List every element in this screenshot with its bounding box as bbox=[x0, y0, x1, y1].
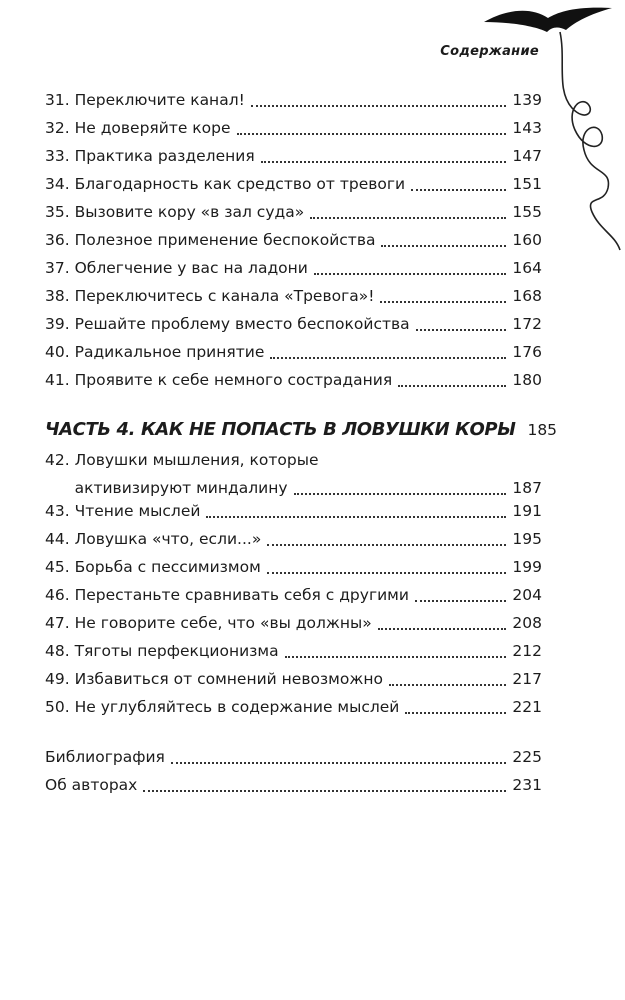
dot-leader bbox=[237, 133, 507, 135]
dot-leader bbox=[143, 790, 506, 792]
page-number: 160 bbox=[512, 231, 542, 249]
toc-entry[interactable] bbox=[45, 581, 542, 609]
dot-leader bbox=[405, 712, 506, 714]
entry-number: 50. bbox=[45, 698, 70, 716]
page-number: 172 bbox=[512, 315, 542, 333]
entry-number: 42. bbox=[45, 451, 70, 469]
dot-leader bbox=[314, 273, 507, 275]
toc-section-b bbox=[45, 497, 542, 721]
toc-entry[interactable] bbox=[45, 338, 542, 366]
toc-entry[interactable] bbox=[45, 170, 542, 198]
page-number: 225 bbox=[512, 748, 542, 766]
part-heading-row[interactable] bbox=[45, 414, 558, 446]
entry-title: Переключитесь с канала «Тревога»! bbox=[74, 287, 375, 305]
toc-section-a bbox=[45, 86, 542, 394]
toc-entry[interactable] bbox=[45, 310, 542, 338]
toc-entry[interactable] bbox=[45, 114, 542, 142]
page-number: 212 bbox=[512, 642, 542, 660]
dot-leader bbox=[389, 684, 506, 686]
entry-number: 39. bbox=[45, 315, 70, 333]
toc-entry[interactable] bbox=[45, 743, 542, 771]
toc-entry[interactable] bbox=[45, 226, 542, 254]
entry-title: Избавиться от сомнений невозможно bbox=[74, 670, 383, 688]
entry-title: Об авторах bbox=[45, 776, 138, 794]
entry-title: Решайте проблему вместо беспокойства bbox=[74, 315, 410, 333]
page-number: 176 bbox=[512, 343, 542, 361]
entry-title: Полезное применение беспокойства bbox=[74, 231, 376, 249]
dot-leader bbox=[398, 385, 506, 387]
page-number: 231 bbox=[512, 776, 542, 794]
entry-title: Радикальное принятие bbox=[74, 343, 265, 361]
entry-number: 47. bbox=[45, 614, 70, 632]
toc-entry[interactable] bbox=[45, 142, 542, 170]
entry-title-line1: Ловушки мышления, которые bbox=[74, 451, 319, 469]
swirl-string-icon bbox=[560, 32, 620, 250]
page-number: 164 bbox=[512, 259, 542, 277]
toc-entry[interactable] bbox=[45, 693, 542, 721]
part-title: ЧАСТЬ 4. КАК НЕ ПОПАСТЬ В ЛОВУШКИ КОРЫ bbox=[45, 419, 516, 440]
entry-number: 36. bbox=[45, 231, 70, 249]
entry-title: Не говорите себе, что «вы должны» bbox=[74, 614, 372, 632]
dot-leader bbox=[415, 600, 506, 602]
dot-leader bbox=[416, 329, 507, 331]
entry-title: Борьба с пессимизмом bbox=[74, 558, 261, 576]
entry-title: Ловушка «что, если...» bbox=[74, 530, 262, 548]
running-header: Содержание bbox=[440, 44, 539, 59]
toc-entry[interactable] bbox=[45, 609, 542, 637]
entry-number: 32. bbox=[45, 119, 70, 137]
dot-leader bbox=[285, 656, 507, 658]
dot-leader bbox=[378, 628, 507, 630]
entry-title: Благодарность как средство от тревоги bbox=[74, 175, 406, 193]
toc-entry[interactable] bbox=[45, 637, 542, 665]
page-number: 147 bbox=[512, 147, 542, 165]
entry-number: 44. bbox=[45, 530, 70, 548]
entry-title: Тяготы перфекционизма bbox=[74, 642, 279, 660]
entry-number: 40. bbox=[45, 343, 70, 361]
toc-entry[interactable] bbox=[45, 254, 542, 282]
entry-number: 43. bbox=[45, 502, 70, 520]
entry-number: 49. bbox=[45, 670, 70, 688]
dot-leader bbox=[270, 357, 506, 359]
toc-entry[interactable] bbox=[45, 366, 542, 394]
entry-number: 41. bbox=[45, 371, 70, 389]
dot-leader bbox=[171, 762, 507, 764]
page-number: 151 bbox=[512, 175, 542, 193]
dot-leader bbox=[261, 161, 507, 163]
entry-number: 35. bbox=[45, 203, 70, 221]
dot-leader bbox=[294, 493, 507, 495]
entry-title: Переключите канал! bbox=[74, 91, 245, 109]
toc-entry[interactable] bbox=[45, 282, 542, 310]
dot-leader bbox=[380, 301, 506, 303]
toc-entry-42 bbox=[45, 446, 542, 502]
dot-leader bbox=[267, 544, 506, 546]
entry-number: 34. bbox=[45, 175, 70, 193]
entry-title: Вызовите кору «в зал суда» bbox=[74, 203, 305, 221]
page-number: 143 bbox=[512, 119, 542, 137]
page-number: 168 bbox=[512, 287, 542, 305]
page-number: 185 bbox=[527, 421, 558, 439]
page-number: 199 bbox=[512, 558, 542, 576]
page-number: 191 bbox=[512, 502, 542, 520]
page-number: 155 bbox=[512, 203, 542, 221]
toc-entry[interactable] bbox=[45, 525, 542, 553]
bird-icon bbox=[484, 8, 612, 32]
toc-entry[interactable] bbox=[45, 497, 542, 525]
page-number: 195 bbox=[512, 530, 542, 548]
toc-entry[interactable] bbox=[45, 198, 542, 226]
page-number: 208 bbox=[512, 614, 542, 632]
entry-number: 31. bbox=[45, 91, 70, 109]
entry-number: 33. bbox=[45, 147, 70, 165]
page-number: 139 bbox=[512, 91, 542, 109]
toc-back-matter bbox=[45, 743, 542, 799]
entry-title: Проявите к себе немного сострадания bbox=[74, 371, 393, 389]
toc-entry[interactable] bbox=[45, 553, 542, 581]
entry-title: Библиография bbox=[45, 748, 165, 766]
dot-leader bbox=[381, 245, 506, 247]
dot-leader bbox=[411, 189, 506, 191]
entry-number: 45. bbox=[45, 558, 70, 576]
page-number: 187 bbox=[512, 479, 542, 497]
entry-title: Не доверяйте коре bbox=[74, 119, 231, 137]
dot-leader bbox=[251, 105, 507, 107]
entry-title: Облегчение у вас на ладони bbox=[74, 259, 308, 277]
dot-leader bbox=[310, 217, 506, 219]
toc-entry[interactable] bbox=[45, 771, 542, 799]
toc-entry[interactable] bbox=[45, 665, 542, 693]
page-number: 180 bbox=[512, 371, 542, 389]
entry-number: 46. bbox=[45, 586, 70, 604]
toc-entry[interactable] bbox=[45, 446, 542, 502]
dot-leader bbox=[206, 516, 506, 518]
entry-title: Не углубляйтесь в содержание мыслей bbox=[74, 698, 400, 716]
entry-title: Перестаньте сравнивать себя с другими bbox=[74, 586, 409, 604]
entry-title: Чтение мыслей bbox=[74, 502, 201, 520]
entry-number: 37. bbox=[45, 259, 70, 277]
entry-title: Практика разделения bbox=[74, 147, 255, 165]
entry-number: 38. bbox=[45, 287, 70, 305]
entry-title-line2: активизируют миндалину bbox=[74, 479, 288, 497]
page-number: 217 bbox=[512, 670, 542, 688]
entry-number: 48. bbox=[45, 642, 70, 660]
dot-leader bbox=[267, 572, 507, 574]
page-number: 204 bbox=[512, 586, 542, 604]
toc-entry[interactable] bbox=[45, 86, 542, 114]
part-heading bbox=[45, 414, 558, 446]
page-number: 221 bbox=[512, 698, 542, 716]
